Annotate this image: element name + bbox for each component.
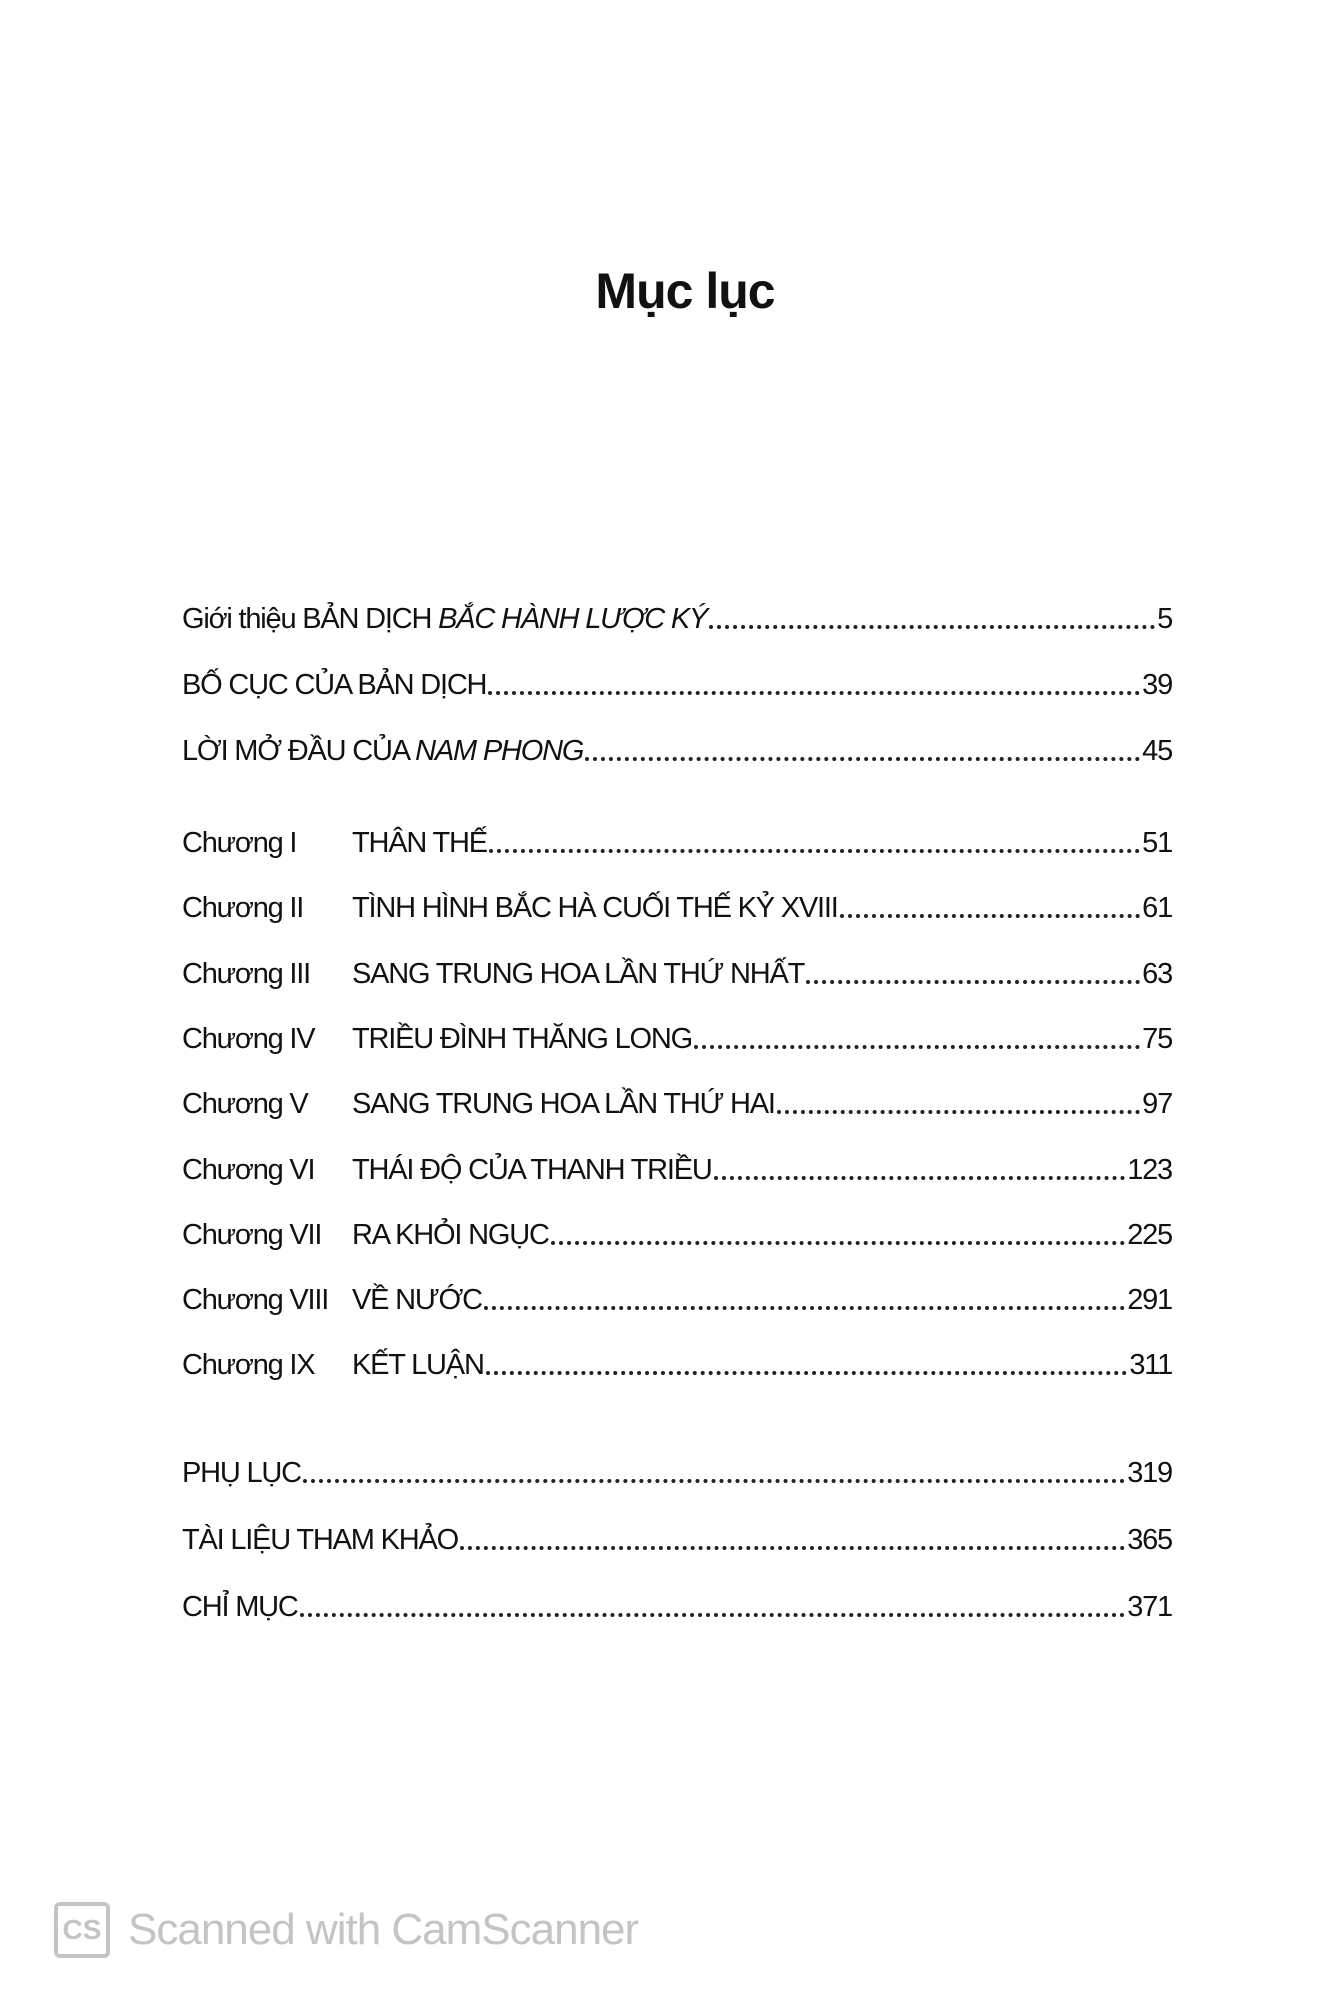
dot-leader bbox=[551, 1241, 1126, 1245]
page-number: 5 bbox=[1157, 603, 1172, 635]
page-number: 225 bbox=[1127, 1218, 1172, 1251]
dot-leader bbox=[300, 1613, 1126, 1617]
chapter-title: SANG TRUNG HOA LẦN THỨ HAI bbox=[352, 1088, 775, 1121]
toc-chapter-entry bbox=[182, 885, 1172, 925]
page-title: Mục lục bbox=[595, 263, 775, 319]
dot-leader bbox=[489, 849, 1140, 853]
page-number: 75 bbox=[1142, 1022, 1172, 1055]
toc-chapter-entry bbox=[182, 820, 1172, 860]
toc-entry bbox=[182, 1517, 1172, 1557]
chapter-title: THÂN THẾ bbox=[352, 827, 487, 859]
entry-label bbox=[182, 603, 707, 636]
toc-chapter-entry bbox=[182, 1147, 1172, 1187]
entry-label-text: Giới thiệu BẢN DỊCH bbox=[182, 603, 439, 635]
page-number: 311 bbox=[1129, 1349, 1172, 1382]
entry-label-text: BỐ CỤC CỦA BẢN DỊCH bbox=[182, 669, 487, 701]
page-number: 319 bbox=[1127, 1457, 1172, 1489]
dot-leader bbox=[694, 1045, 1140, 1049]
dot-leader bbox=[488, 691, 1140, 695]
chapter-number: Chương VI bbox=[182, 1153, 315, 1186]
dot-leader bbox=[585, 757, 1140, 761]
page-number: 371 bbox=[1127, 1591, 1172, 1623]
dot-leader bbox=[709, 625, 1155, 629]
toc-chapter-entry bbox=[182, 1342, 1172, 1382]
chapter-title: KẾT LUẬN bbox=[352, 1349, 484, 1382]
page-number: 61 bbox=[1142, 892, 1172, 925]
chapter-number: Chương II bbox=[182, 892, 304, 925]
dot-leader bbox=[460, 1546, 1125, 1550]
toc-chapter-entry bbox=[182, 1016, 1172, 1056]
page-number: 97 bbox=[1142, 1088, 1172, 1121]
toc-entry bbox=[182, 1450, 1172, 1490]
chapter-title: VỀ NƯỚC bbox=[352, 1284, 482, 1317]
dot-leader bbox=[303, 1479, 1125, 1483]
dot-leader bbox=[840, 914, 1141, 918]
toc-entry bbox=[182, 1584, 1172, 1624]
dot-leader bbox=[714, 1176, 1126, 1180]
page-number: 291 bbox=[1127, 1284, 1172, 1317]
page-number: 123 bbox=[1127, 1153, 1172, 1186]
dot-leader bbox=[777, 1110, 1140, 1114]
toc-entry bbox=[182, 662, 1172, 702]
entry-label bbox=[182, 669, 486, 702]
toc-chapter-entry bbox=[182, 1277, 1172, 1317]
entry-label: PHỤ LỤC bbox=[182, 1457, 301, 1489]
entry-label: TÀI LIỆU THAM KHẢO bbox=[182, 1524, 458, 1556]
page-number: 63 bbox=[1142, 957, 1172, 990]
entry-label bbox=[182, 735, 583, 768]
chapter-title: TRIỀU ĐÌNH THĂNG LONG bbox=[352, 1022, 693, 1055]
dot-leader bbox=[806, 980, 1140, 984]
page-number: 51 bbox=[1142, 827, 1172, 859]
dot-leader bbox=[486, 1371, 1128, 1375]
toc-chapter-entry bbox=[182, 951, 1172, 991]
entry-label-italic: NAM PHONG bbox=[415, 735, 584, 767]
toc-chapter-entry bbox=[182, 1212, 1172, 1252]
page-number: 39 bbox=[1142, 669, 1172, 701]
toc-entry bbox=[182, 596, 1172, 636]
chapter-number: Chương V bbox=[182, 1088, 308, 1121]
entry-label: CHỈ MỤC bbox=[182, 1591, 298, 1623]
chapter-number: Chương I bbox=[182, 827, 297, 859]
toc-entry bbox=[182, 728, 1172, 768]
entry-label-italic: BẮC HÀNH LƯỢC KÝ bbox=[438, 603, 708, 635]
chapter-number: Chương VIII bbox=[182, 1284, 329, 1317]
chapter-number: Chương VII bbox=[182, 1218, 322, 1251]
chapter-number: Chương IV bbox=[182, 1022, 315, 1055]
dot-leader bbox=[484, 1306, 1125, 1310]
chapter-number: Chương IX bbox=[182, 1349, 315, 1382]
page-number: 365 bbox=[1127, 1524, 1172, 1556]
chapter-title: RA KHỎI NGỤC bbox=[352, 1218, 549, 1251]
chapter-title: THÁI ĐỘ CỦA THANH TRIỀU bbox=[352, 1153, 712, 1186]
camscanner-watermark bbox=[54, 1902, 638, 1958]
chapter-number: Chương III bbox=[182, 957, 310, 990]
chapter-title: SANG TRUNG HOA LẦN THỨ NHẤT bbox=[352, 957, 805, 990]
page-number: 45 bbox=[1142, 735, 1172, 767]
entry-label-text: LỜI MỞ ĐẦU CỦA bbox=[182, 735, 416, 767]
toc-chapter-entry bbox=[182, 1081, 1172, 1121]
chapter-title: TÌNH HÌNH BẮC HÀ CUỐI THẾ KỶ XVIII bbox=[352, 892, 838, 925]
watermark-text: Scanned with CamScanner bbox=[128, 1905, 639, 1954]
camscanner-logo-icon: CS bbox=[54, 1902, 110, 1958]
